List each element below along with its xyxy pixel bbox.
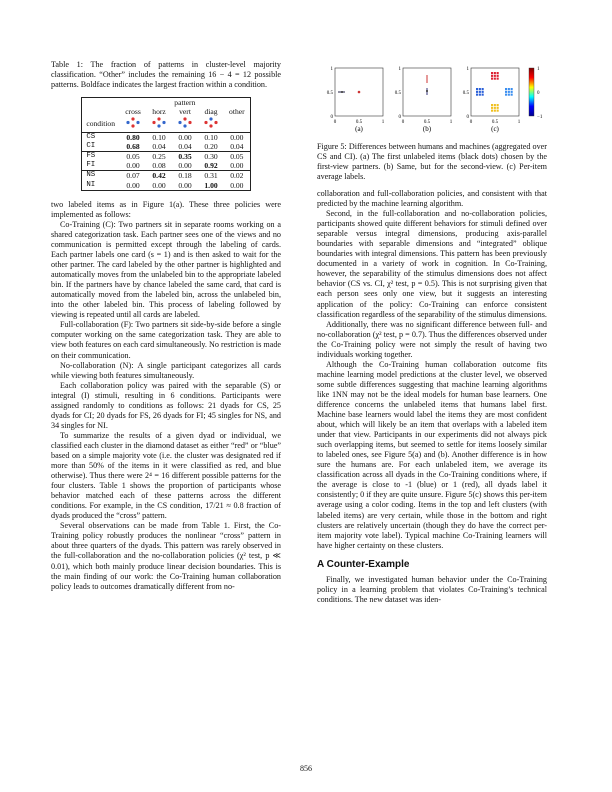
y-tick-label: 0 bbox=[466, 115, 469, 120]
value-cell: 0.05 bbox=[224, 152, 250, 162]
table1-col-header: cross bbox=[125, 107, 141, 117]
paragraph: To summarize the results of a given dyad or individual, we classified each cluster in the diamond dataset as either “red” or “blue” based on a simple majority vote (i.e. the cluster was designated red if more than 50% of the items in it were classified as red, and blue otherwise). Thus there were 2⁴ = 16 different possible patterns for the four clusters. Table 1 shows the proportion of participants whose behavior matched each of these patterns across the different conditions. For example, in the CS condition, 17/21 ≈ 0.8 fraction of dyads produced the “cross” pattern. bbox=[51, 430, 281, 521]
x-tick-label: 0 bbox=[333, 120, 337, 125]
value-cell: 0.31 bbox=[198, 171, 224, 181]
paragraph: Additionally, there was no significant difference between full- and no-collaboration (χ² test, p = 0.7). Thus the differences observed under the Co-Training policy were not simply the result of having two individuals working together. bbox=[317, 319, 547, 359]
x-tick-label: 1 bbox=[449, 120, 453, 125]
item-marker bbox=[508, 94, 510, 96]
item-marker bbox=[491, 75, 493, 77]
paragraph: No-collaboration (N): A single participant categorizes all cards while viewing both features simultaneously. bbox=[51, 360, 281, 380]
value-cell: 0.35 bbox=[172, 152, 198, 162]
section-paragraph: Finally, we investigated human behavior under the Co-Training policy in a learning problem that violates Co-Training’s technical conditions. The new dataset was iden- bbox=[317, 574, 547, 604]
right-column bbox=[317, 60, 547, 605]
paragraph: Second, in the full-collaboration and no-collaboration policies, participants showed quite different behaviors for stimuli defined over separable versus integral dimensions, producing axis-parallel boundaries with separable dimensions and “integrated” oblique boundaries with integral dimensions. This pattern has been previously documented in a variety of work in cognition. In Co-Training, however, the separability of the stimulus dimensions does not affect behavior (CS vs. CI, χ² test, p = 0.5). This is not surprising given that each person sees only one view, but it suggests an interesting application of the policy: Co-Training can enforce consistent classification regardless of the separability of the stimulus dimensions. bbox=[317, 209, 547, 319]
colorbar bbox=[529, 68, 534, 116]
item-marker bbox=[497, 72, 499, 74]
x-tick-label: 1 bbox=[381, 120, 385, 125]
item-marker bbox=[479, 91, 481, 93]
right-text bbox=[317, 189, 547, 551]
item-marker bbox=[494, 104, 496, 106]
first-item-dot bbox=[341, 91, 343, 93]
value-cell: 0.30 bbox=[198, 152, 224, 162]
item-marker bbox=[497, 107, 499, 109]
x-tick-label: 1 bbox=[517, 120, 521, 125]
y-tick-label: 0 bbox=[398, 115, 401, 120]
item-marker bbox=[505, 91, 507, 93]
item-marker bbox=[497, 78, 499, 80]
value-cell: 0.04 bbox=[152, 141, 166, 151]
condition-cell: FS bbox=[82, 152, 120, 162]
condition-cell: NS bbox=[82, 171, 120, 181]
paragraph: Co-Training (C): Two partners sit in separate rooms working on a shared categorization task. Each partner sees one of the views and no communication is permitted except through the labeling of cards. Each partner labels one card (s = 1) and is then asked to wait for the other partner. The card labeled by the other partner is highlighted and automatically moves from the unlabeled bin to the appropriate labeled bin. If the partners have by chance labeled the same card, that card is automatically moved from the labeled bin, across the unlabeled bin, into the other labeled bin. This process of labeling followed by viewing is repeated until all cards are labeled. bbox=[51, 219, 281, 320]
value-cell: 0.00 bbox=[172, 132, 198, 142]
value-cell: 0.04 bbox=[230, 141, 244, 151]
item-marker bbox=[494, 78, 496, 80]
item-marker bbox=[497, 110, 499, 112]
item-marker bbox=[482, 94, 484, 96]
value-cell: 0.00 bbox=[126, 161, 140, 171]
value-cell: 0.07 bbox=[120, 171, 146, 181]
table-row bbox=[82, 152, 250, 162]
item-marker bbox=[476, 94, 478, 96]
paragraph: two labeled items as in Figure 1(a). These three policies were implemented as follows: bbox=[51, 199, 281, 219]
item-marker bbox=[511, 88, 513, 90]
table1-row-header: condition bbox=[86, 119, 116, 129]
table1-header-row bbox=[82, 107, 250, 116]
item-marker bbox=[476, 91, 478, 93]
y-tick-label: 1 bbox=[466, 67, 469, 72]
table1-col-header: horz bbox=[152, 107, 166, 117]
item-marker bbox=[491, 104, 493, 106]
y-tick-label: 1 bbox=[398, 67, 401, 72]
table1-group-header-row bbox=[82, 98, 250, 108]
item-marker bbox=[511, 94, 513, 96]
pattern-vert-icon bbox=[172, 116, 198, 132]
value-cell: 0.00 bbox=[224, 132, 250, 142]
value-cell: 0.92 bbox=[204, 161, 218, 171]
paragraph: Full-collaboration (F): Two partners sit side-by-side before a single computer working on the same categorization task. They are able to view both features on each card simultaneously. No restriction is made on their communication. bbox=[51, 320, 281, 360]
value-cell: 0.10 bbox=[198, 132, 224, 142]
item-marker bbox=[476, 88, 478, 90]
table1 bbox=[81, 97, 250, 191]
item-marker bbox=[491, 110, 493, 112]
y-tick-label: 0.5 bbox=[462, 91, 469, 96]
paragraph: Although the Co-Training human collaboration outcome fits machine learning model predictions at the cluster level, we observed some subtle differences suggesting that machine learning algorithms like 1NN may not be the ideal models for human base learners. One difference concerns the unlabeled items that humans label first. Machine base learners would label the items they are most confident about, which will likely be an item that overlaps with a labeled item under that view. Participants in our experiments did not always pick such overlapping items, but seemed to settle for items loosely similar to labeled ones, see Figure 5(a) and (b). Another difference is in how sure the humans are. For each unlabeled item, we average its classification across all dyads in the Co-Training conditions where, if the average is close to -1 (blue) or 1 (red), all dyads label it consistently; 0 if they are quite unsure. Figure 5(c) shows this per-item average using a color coding. Items in the top and left clusters (with labeled items) are very certain, while those in the bottom and right clusters are relatively uncertain (though they do have the correct per-item majority vote label). Typical machine Co-Training learners will have higher certainty on these clusters. bbox=[317, 359, 547, 550]
paragraph: collaboration and full-collaboration policies, and consistent with that predicted by the machine learning algorithm. bbox=[317, 189, 547, 209]
first-item-dot bbox=[426, 90, 428, 92]
table-row bbox=[82, 161, 250, 171]
x-tick-label: 0.5 bbox=[423, 120, 431, 125]
colorbar-tick-label: 1 bbox=[537, 67, 540, 72]
item-marker bbox=[479, 88, 481, 90]
item-marker bbox=[479, 94, 481, 96]
value-cell: 0.00 bbox=[230, 180, 244, 190]
paragraph: Several observations can be made from Table 1. First, the Co-Training policy robustly produces the nonlinear “cross” pattern in about three quarters of the dyads. This pattern was rarely observed in the full-collaboration and the no-collaboration policies (χ² test, p ≪ 0.01), which both mainly produce linear decision boundaries. This is the main finding of our work: the Co-Training human collaboration policy leads to outcomes dramatically different from no- bbox=[51, 521, 281, 591]
table1-col-header: diag bbox=[204, 107, 218, 117]
item-marker bbox=[494, 110, 496, 112]
figure5-plots bbox=[317, 60, 547, 142]
paragraph: Each collaboration policy was paired with the separable (S) or integral (I) stimuli, resulting in 6 conditions. Participants were assigned randomly to conditions as follows: 21 dyads for CS, 25 dyads for CI; 20 dyads for FS, 26 dyads for FI; 45 singles for NS, and 34 singles for NI. bbox=[51, 380, 281, 430]
item-marker bbox=[482, 88, 484, 90]
condition-cell: NI bbox=[86, 180, 96, 189]
item-marker bbox=[494, 75, 496, 77]
table1-group-header: pattern bbox=[174, 98, 196, 107]
panel-label: (a) bbox=[355, 125, 363, 133]
item-marker bbox=[508, 88, 510, 90]
item-marker bbox=[508, 91, 510, 93]
value-cell: 0.18 bbox=[172, 171, 198, 181]
table1-col-header: vert bbox=[179, 107, 191, 117]
value-cell: 0.08 bbox=[152, 161, 166, 171]
value-cell: 0.05 bbox=[120, 152, 146, 162]
value-cell: 0.00 bbox=[152, 180, 166, 190]
value-cell: 0.00 bbox=[126, 180, 140, 190]
condition-cell: FI bbox=[86, 161, 96, 170]
y-tick-label: 0.5 bbox=[326, 91, 333, 96]
item-marker bbox=[491, 78, 493, 80]
page-number: 856 bbox=[300, 764, 312, 773]
pattern-horz-icon bbox=[146, 116, 172, 132]
value-cell: 0.68 bbox=[126, 141, 140, 151]
colorbar-tick-label: −1 bbox=[537, 115, 543, 120]
item-marker bbox=[497, 75, 499, 77]
value-cell: 0.04 bbox=[178, 141, 192, 151]
item-marker bbox=[505, 94, 507, 96]
item-marker bbox=[511, 91, 513, 93]
item-marker bbox=[505, 88, 507, 90]
condition-cell: CS bbox=[82, 132, 120, 142]
table1-icon-row bbox=[82, 116, 250, 132]
condition-cell: CI bbox=[86, 141, 96, 150]
section-heading: A Counter-Example bbox=[317, 558, 410, 570]
figure5-caption: Figure 5: Differences between humans and machines (aggregated over CS and CI). (a) The first unlabeled items (black dots) chosen by the first-view partners. (b) Same, but for the second-view. (c) Per-item average labels. bbox=[317, 142, 547, 181]
red-cluster-mark bbox=[358, 91, 361, 94]
item-marker bbox=[494, 72, 496, 74]
x-tick-label: 0.5 bbox=[355, 120, 363, 125]
item-marker bbox=[494, 107, 496, 109]
value-cell: 0.10 bbox=[146, 132, 172, 142]
table-row bbox=[82, 171, 250, 181]
x-tick-label: 0.5 bbox=[491, 120, 499, 125]
colorbar-tick-label: 0 bbox=[537, 91, 540, 96]
item-marker bbox=[491, 107, 493, 109]
value-cell: 0.02 bbox=[224, 171, 250, 181]
pattern-diag-icon bbox=[198, 116, 224, 132]
value-cell: 0.20 bbox=[204, 141, 218, 151]
panel-label: (b) bbox=[422, 125, 432, 133]
item-marker bbox=[497, 104, 499, 106]
table-row bbox=[82, 142, 250, 152]
item-marker bbox=[491, 72, 493, 74]
value-cell: 0.00 bbox=[178, 161, 192, 171]
left-text bbox=[51, 200, 281, 592]
table1-caption: Table 1: The fraction of patterns in cluster-level majority classification. “Other” includes the remaining 16 − 4 = 12 possible patterns. Boldface indicates the largest fraction within a condition. bbox=[51, 60, 281, 89]
item-marker bbox=[482, 91, 484, 93]
value-cell: 0.00 bbox=[230, 161, 244, 171]
value-cell: 0.00 bbox=[178, 180, 192, 190]
x-tick-label: 0 bbox=[401, 120, 405, 125]
value-cell: 0.80 bbox=[120, 132, 146, 142]
value-cell: 0.25 bbox=[146, 152, 172, 162]
table-row bbox=[82, 132, 250, 142]
figure5 bbox=[317, 60, 547, 142]
pattern-cross-icon bbox=[120, 116, 146, 132]
value-cell: 0.42 bbox=[146, 171, 172, 181]
table1-col-header: other bbox=[229, 107, 245, 117]
left-column bbox=[51, 60, 281, 592]
y-tick-label: 0 bbox=[330, 115, 333, 120]
y-tick-label: 1 bbox=[330, 67, 333, 72]
y-tick-label: 0.5 bbox=[394, 91, 401, 96]
panel-label: (c) bbox=[491, 125, 499, 133]
table-row bbox=[82, 181, 250, 191]
value-cell: 1.00 bbox=[204, 180, 218, 190]
x-tick-label: 0 bbox=[469, 120, 473, 125]
